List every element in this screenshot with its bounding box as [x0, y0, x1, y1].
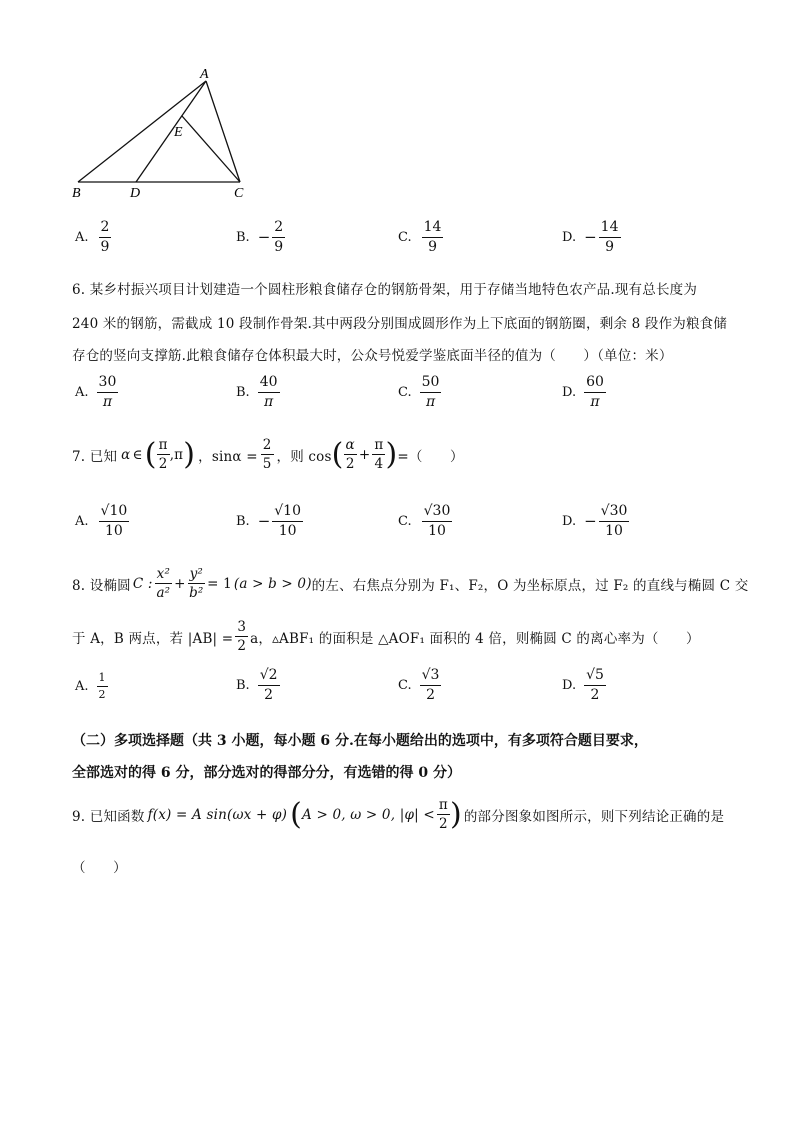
option-label: D. — [562, 229, 577, 245]
fraction: $\frac{√10}{10}$ — [100, 503, 128, 539]
section-heading-line-1: （二）多项选择题（共 3 小题，每小题 6 分.在每小题给出的选项中，有多项符合题目要求， — [72, 733, 648, 749]
option-label: C. — [398, 229, 412, 245]
label-E: E — [174, 125, 183, 140]
option-label: B. — [236, 229, 250, 245]
fraction: $\frac{14}{9}$ — [600, 219, 619, 255]
q8-stem-line-2: 于 A，B 两点，若 |AB| = $\frac{3}{2}$ a，▵ABF₁ 的面积是 △AOF₁ 面积的 4 倍，则椭圆 C 的离心率为（ ） — [72, 619, 700, 655]
fraction: $\frac{60}{\pi}$ — [586, 374, 604, 410]
fraction: $\frac{√30}{10}$ — [600, 503, 628, 539]
fraction: $\frac{2}{9}$ — [100, 219, 110, 255]
label-D: D — [130, 186, 141, 201]
segment-AB — [78, 81, 206, 182]
fraction: $\frac{√5}{2}$ — [586, 667, 604, 703]
q6-option-d[interactable]: D. $\frac{60}{\pi}$ — [562, 374, 604, 410]
q7-option-c[interactable]: C. $\frac{√30}{10}$ — [398, 503, 451, 539]
fraction: $\frac{√3}{2}$ — [421, 667, 440, 703]
fraction: $\frac{14}{9}$ — [423, 219, 442, 255]
segment-AC — [206, 81, 240, 182]
q6-option-c[interactable]: C. $\frac{50}{\pi}$ — [398, 374, 440, 410]
q5-option-d[interactable]: D. − $\frac{14}{9}$ — [562, 219, 619, 255]
fraction: $\frac{50}{\pi}$ — [421, 374, 440, 410]
q6-line-3: 存仓的竖向支撑筋.此粮食储存仓体积最大时，公众号悦爱学鉴底面半径的值为（ ）（单位：米） — [72, 348, 673, 364]
q7-stem: 7. 已知 α ∈ ( $\frac{\pi}{2}$ ,π ) ，sinα = $\frac{2}{5}$ ，则 cos ( $\frac{\alpha}{2}$ + $\frac{\pi}{4}$ ) =（ ） — [72, 436, 464, 473]
fraction: $\frac{√30}{10}$ — [423, 503, 451, 539]
section-heading-line-2: 全部选对的得 6 分，部分选对的得部分分，有选错的得 0 分） — [72, 765, 461, 781]
q7-option-a[interactable]: A. $\frac{√10}{10}$ — [75, 503, 128, 539]
q8-option-c[interactable]: C. $\frac{√3}{2}$ — [398, 667, 440, 703]
q5-option-b[interactable]: B. − $\frac{2}{9}$ — [236, 219, 284, 255]
label-C: C — [234, 186, 244, 201]
fraction: $\frac{2}{9}$ — [274, 219, 284, 255]
q8-stem-line-1: 8. 设椭圆 C : $\frac{\text{x²}}{\text{a²}}$ + $\frac{\text{y²}}{\text{b²}}$ = 1 (a > b > 0) 的左、右焦点分别为 F₁、F₂，O 为坐标原点，过 F₂ 的直线与椭圆 C 交 — [72, 566, 749, 602]
segment-EC — [182, 116, 240, 182]
triangle-figure — [60, 66, 260, 201]
option-label: A. — [75, 229, 89, 245]
q9-stem: 9. 已知函数 f(x) = A sin(ωx + φ) ( A > 0, ω > 0, |φ| < $\frac{\pi}{2}$ ) 的部分图象如图所示，则下列结论正确的是 — [72, 796, 725, 833]
q8-option-a[interactable]: A. $\frac{1}{2}$ — [75, 671, 106, 701]
q5-option-c[interactable] — [398, 220, 443, 254]
fraction: $\frac{30}{\pi}$ — [98, 374, 117, 410]
q6-option-b[interactable]: B. $\frac{40}{\pi}$ — [236, 374, 278, 410]
q6-line-2: 240 米的钢筋，需截成 10 段制作骨架.其中两段分别围成圆形作为上下底面的钢筋圈，剩余 8 段作为粮食储 — [72, 316, 728, 332]
q8-option-d[interactable]: D. $\frac{√5}{2}$ — [562, 667, 604, 703]
q6-line-1: 6. 某乡村振兴项目计划建造一个圆柱形粮食储存仓的钢筋骨架，用于存储当地特色农产品.现有总长度为 — [72, 282, 698, 298]
fraction: $\frac{√2}{2}$ — [259, 667, 278, 703]
label-B: B — [72, 186, 81, 201]
q8-option-b[interactable]: B. $\frac{√2}{2}$ — [236, 667, 278, 703]
fraction: $\frac{1}{2}$ — [98, 671, 106, 701]
label-A: A — [200, 67, 209, 82]
fraction: $\frac{√10}{10}$ — [274, 503, 302, 539]
q7-option-d[interactable]: D. − $\frac{√30}{10}$ — [562, 503, 628, 539]
q6-option-a[interactable]: A. $\frac{30}{\pi}$ — [75, 374, 117, 410]
q7-option-b[interactable]: B. − $\frac{√10}{10}$ — [236, 503, 302, 539]
q5-option-a[interactable] — [75, 220, 111, 254]
fraction: $\frac{40}{\pi}$ — [259, 374, 278, 410]
q9-answer-paren: （ ） — [72, 860, 127, 876]
